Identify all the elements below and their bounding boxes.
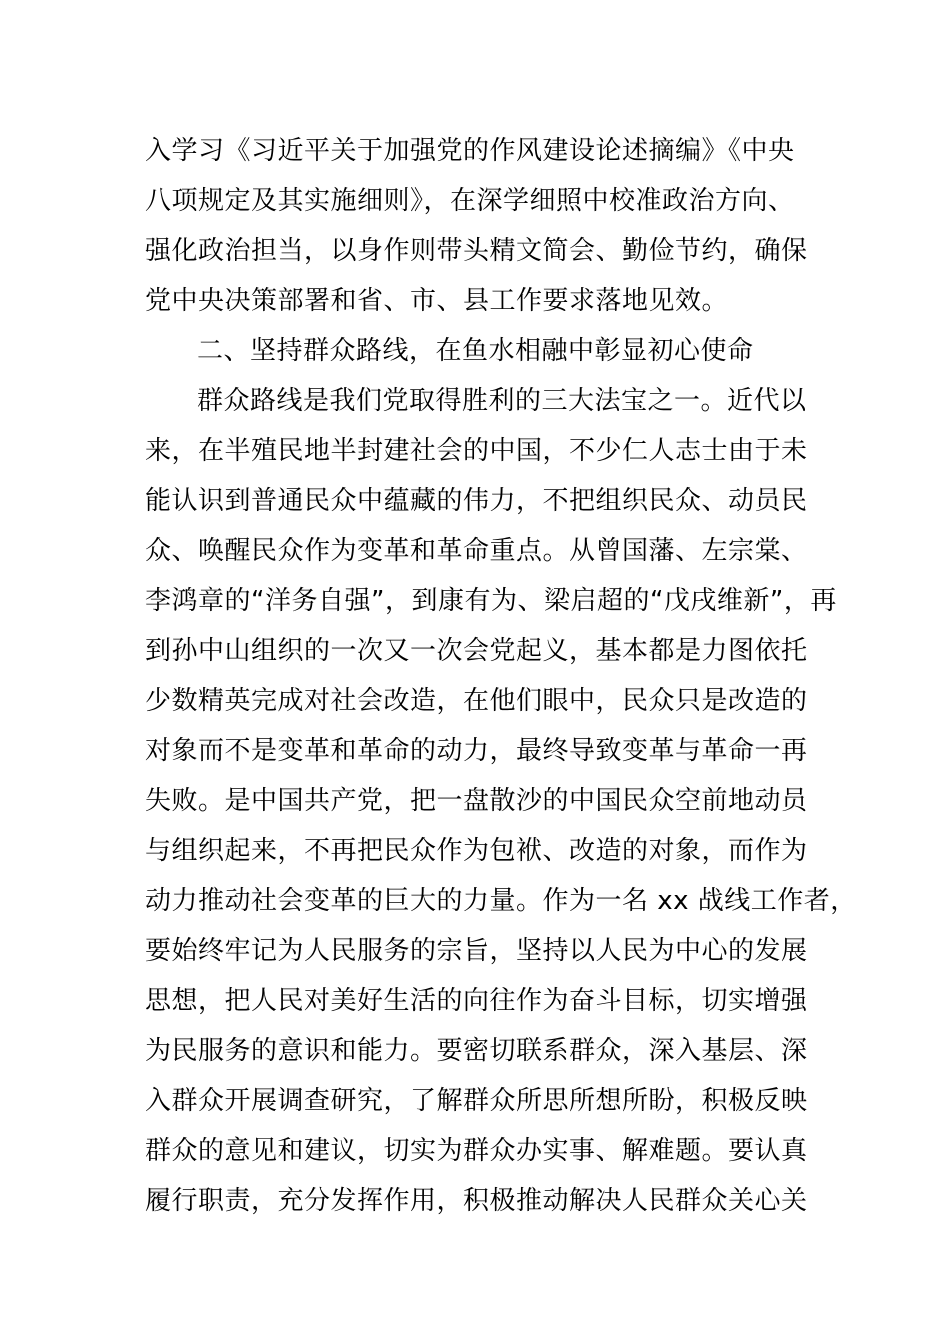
paragraph-line: 党中央决策部署和省、市、县工作要求落地见效。 — [145, 286, 729, 316]
paragraph-line: 与组织起来，不再把民众作为包袱、改造的对象，而作为 — [145, 836, 808, 866]
paragraph-line: 要始终牢记为人民服务的宗旨，坚持以人民为中心的发展 — [145, 936, 808, 966]
paragraph-line: 来，在半殖民地半封建社会的中国，不少仁人志士由于未 — [145, 436, 808, 466]
paragraph-line: 为民服务的意识和能力。要密切联系群众，深入基层、深 — [145, 1036, 808, 1066]
paragraph-line: 群众路线是我们党取得胜利的三大法宝之一。近代以 — [197, 386, 807, 416]
document-body — [145, 126, 857, 1226]
paragraph-line: 对象而不是变革和革命的动力，最终导致变革与革命一再 — [145, 736, 808, 766]
paragraph-line: 八项规定及其实施细则》，在深学细照中校准政治方向、 — [145, 186, 795, 216]
paragraph-line: 到孙中山组织的一次又一次会党起义，基本都是力图依托 — [145, 636, 808, 666]
paragraph-line: 入学习《习近平关于加强党的作风建设论述摘编》《中央 — [145, 136, 795, 166]
section-heading: 二、坚持群众路线，在鱼水相融中彰显初心使命 — [197, 336, 754, 366]
paragraph-line: 李鸿章的“洋务自强”，到康有为、梁启超的“戊戌维新”，再 — [145, 586, 837, 616]
paragraph-line: 入群众开展调查研究，了解群众所思所想所盼，积极反映 — [145, 1086, 808, 1116]
paragraph-line: 履行职责，充分发挥作用，积极推动解决人民群众关心关 — [145, 1186, 808, 1216]
paragraph-line: 少数精英完成对社会改造，在他们眼中，民众只是改造的 — [145, 686, 808, 716]
paragraph-line: 思想，把人民对美好生活的向往作为奋斗目标，切实增强 — [145, 986, 808, 1016]
paragraph-line: 失败。是中国共产党，把一盘散沙的中国民众空前地动员 — [145, 786, 808, 816]
paragraph-line: 众、唤醒民众作为变革和革命重点。从曾国藩、左宗棠、 — [145, 536, 808, 566]
paragraph-line: 群众的意见和建议，切实为群众办实事、解难题。要认真 — [145, 1136, 808, 1166]
paragraph-line: 能认识到普通民众中蕴藏的伟力，不把组织民众、动员民 — [145, 486, 808, 516]
paragraph-line: 动力推动社会变革的巨大的力量。作为一名 xx 战线工作者， — [145, 886, 857, 916]
paragraph-line: 强化政治担当，以身作则带头精文简会、勤俭节约，确保 — [145, 236, 808, 266]
